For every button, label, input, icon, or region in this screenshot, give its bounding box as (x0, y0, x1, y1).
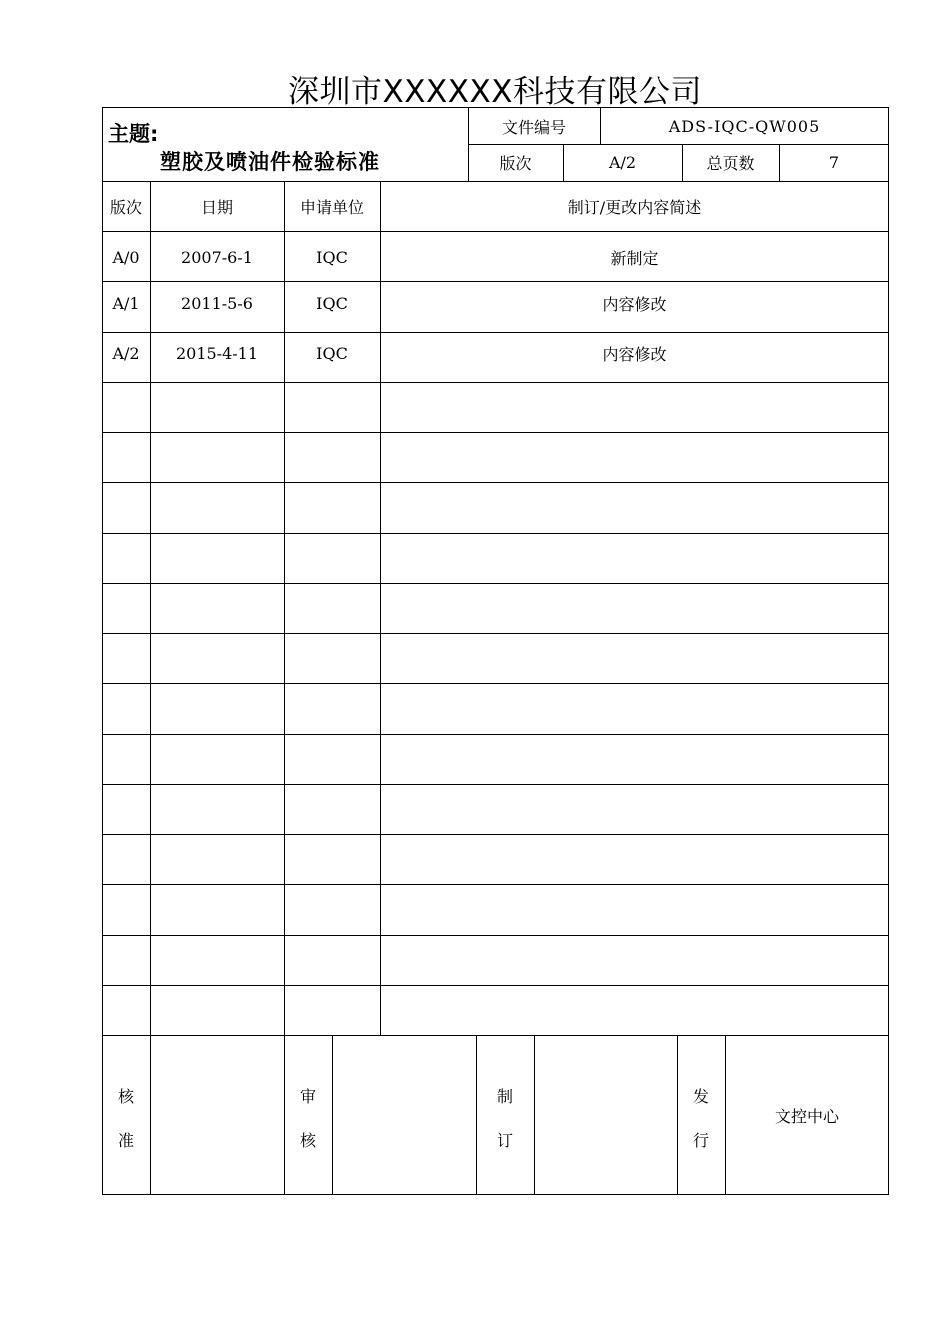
table-row-line (102, 935, 889, 936)
cell-unit: IQC (316, 344, 348, 364)
cell-version: A/1 (112, 293, 140, 313)
table-row-line (102, 583, 889, 584)
doc-no-label: 文件编号 (501, 117, 566, 137)
table-row-line (102, 784, 889, 785)
review-label-2: 核 (299, 1131, 316, 1150)
col-header-description: 制订/更改内容简述 (567, 197, 702, 217)
cell-description: 内容修改 (602, 345, 667, 365)
total-pages-label: 总页数 (706, 154, 755, 173)
issue-label-2: 行 (692, 1131, 709, 1150)
total-pages-value: 7 (828, 153, 840, 172)
table-row-line (102, 482, 889, 483)
cell-description: 内容修改 (602, 294, 667, 314)
col-header-version: 版次 (109, 197, 142, 217)
subject-label: 主题: (108, 122, 159, 146)
table-row-line (102, 985, 889, 986)
table-row-line (102, 683, 889, 684)
subject-title: 塑胶及喷油件检验标准 (160, 150, 380, 174)
table-row-line (102, 884, 889, 885)
cell-unit: IQC (316, 247, 348, 267)
table-row-line (102, 382, 889, 383)
version-label: 版次 (499, 154, 532, 173)
cell-description: 新制定 (610, 248, 659, 268)
approve-label-1: 核 (117, 1087, 134, 1106)
sig-col-line (677, 1035, 678, 1194)
col-header-unit: 申请单位 (299, 197, 364, 217)
sig-col-line (476, 1035, 477, 1194)
table-row-line (102, 231, 889, 232)
col-header-date: 日期 (200, 197, 233, 217)
sig-col-line (534, 1035, 535, 1194)
prepare-label-2: 订 (496, 1131, 513, 1150)
company-name: 深圳市XXXXXX科技有限公司 (288, 74, 702, 110)
cell-date: 2011-5-6 (181, 293, 253, 313)
sig-col-line (284, 1035, 285, 1194)
review-label-1: 审 (299, 1087, 316, 1106)
sig-col-line (332, 1035, 333, 1194)
table-row-line (102, 633, 889, 634)
table-row-line (102, 533, 889, 534)
approve-label-2: 准 (117, 1131, 134, 1150)
cell-version: A/2 (112, 344, 140, 364)
sig-col-line (150, 1035, 151, 1194)
prepare-label-1: 制 (496, 1087, 513, 1106)
cell-date: 2007-6-1 (181, 247, 253, 267)
issuer-value: 文控中心 (774, 1106, 839, 1126)
table-row-line (102, 734, 889, 735)
version-value: A/2 (608, 153, 637, 172)
cell-date: 2015-4-11 (175, 344, 259, 364)
cell-unit: IQC (316, 293, 348, 313)
table-row-line (102, 432, 889, 433)
doc-no-value: ADS-IQC-QW005 (668, 116, 821, 136)
table-row-line (102, 834, 889, 835)
issue-label-1: 发 (692, 1087, 709, 1106)
cell-version: A/0 (112, 247, 140, 267)
